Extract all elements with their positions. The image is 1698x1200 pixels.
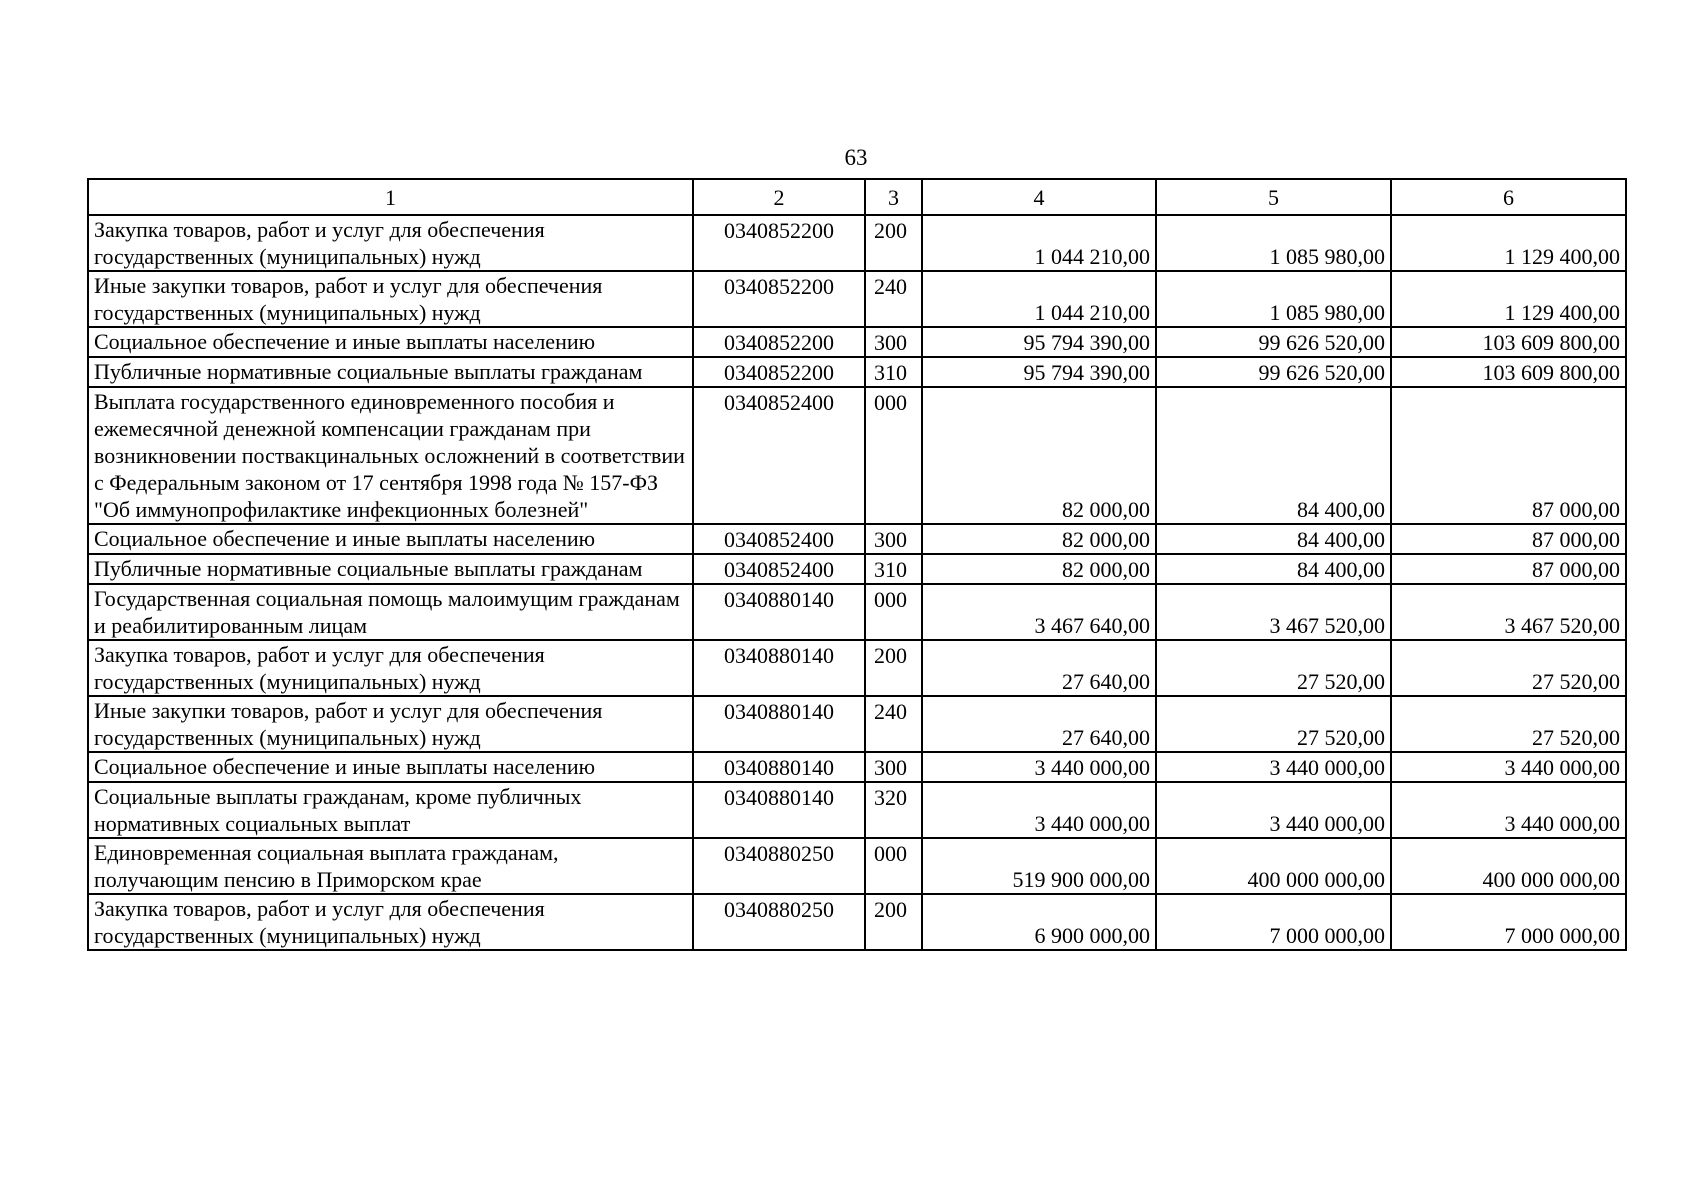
row-value-col4: 519 900 000,00 xyxy=(922,838,1156,894)
row-value-col4: 27 640,00 xyxy=(922,696,1156,752)
table-row xyxy=(88,696,1626,752)
column-header: 6 xyxy=(1391,179,1626,215)
row-value-col5: 1 085 980,00 xyxy=(1156,271,1391,327)
row-expense-type: 000 xyxy=(865,387,922,524)
row-name: Единовременная социальная выплата гражданам, получающим пенсию в Приморском крае xyxy=(88,838,693,894)
column-header: 1 xyxy=(88,179,693,215)
table-row xyxy=(88,387,1626,524)
row-value-col6: 3 440 000,00 xyxy=(1391,752,1626,782)
row-value-col4: 82 000,00 xyxy=(922,387,1156,524)
row-value-col6: 400 000 000,00 xyxy=(1391,838,1626,894)
row-name: Государственная социальная помощь малоимущим гражданам и реабилитированным лицам xyxy=(88,584,693,640)
row-expense-type: 200 xyxy=(865,215,922,271)
row-value-col5: 7 000 000,00 xyxy=(1156,894,1391,950)
row-expense-type: 240 xyxy=(865,696,922,752)
row-value-col4: 6 900 000,00 xyxy=(922,894,1156,950)
row-code: 0340880250 xyxy=(693,838,865,894)
row-value-col4: 1 044 210,00 xyxy=(922,215,1156,271)
row-expense-type: 200 xyxy=(865,894,922,950)
budget-table xyxy=(87,178,1627,951)
row-expense-type: 240 xyxy=(865,271,922,327)
row-value-col5: 84 400,00 xyxy=(1156,524,1391,554)
row-value-col5: 99 626 520,00 xyxy=(1156,357,1391,387)
row-value-col6: 3 467 520,00 xyxy=(1391,584,1626,640)
row-value-col5: 27 520,00 xyxy=(1156,696,1391,752)
column-header: 5 xyxy=(1156,179,1391,215)
table-row xyxy=(88,584,1626,640)
row-value-col5: 3 440 000,00 xyxy=(1156,782,1391,838)
row-code: 0340880140 xyxy=(693,782,865,838)
row-value-col4: 82 000,00 xyxy=(922,524,1156,554)
table-row xyxy=(88,524,1626,554)
row-code: 0340852200 xyxy=(693,357,865,387)
row-value-col6: 87 000,00 xyxy=(1391,387,1626,524)
row-code: 0340852400 xyxy=(693,554,865,584)
row-expense-type: 310 xyxy=(865,357,922,387)
row-value-col4: 27 640,00 xyxy=(922,640,1156,696)
row-value-col6: 103 609 800,00 xyxy=(1391,327,1626,357)
table-body xyxy=(88,215,1626,950)
row-name: Выплата государственного единовременного пособия и ежемесячной денежной компенсации гражданам при возникновении поствакцинальных осложнений в соответствии с Федеральным законом от 17 сентября 1998 года № 157-ФЗ "Об иммунопрофилактике инфекционных болезней" xyxy=(88,387,693,524)
row-expense-type: 000 xyxy=(865,584,922,640)
header-row xyxy=(88,179,1626,215)
row-expense-type: 200 xyxy=(865,640,922,696)
column-header: 4 xyxy=(922,179,1156,215)
page-number: 63 xyxy=(844,145,868,170)
row-value-col4: 3 440 000,00 xyxy=(922,782,1156,838)
row-expense-type: 300 xyxy=(865,752,922,782)
row-value-col5: 400 000 000,00 xyxy=(1156,838,1391,894)
column-header: 2 xyxy=(693,179,865,215)
row-value-col6: 1 129 400,00 xyxy=(1391,271,1626,327)
row-value-col6: 3 440 000,00 xyxy=(1391,782,1626,838)
table-row xyxy=(88,782,1626,838)
row-name: Социальные выплаты гражданам, кроме публичных нормативных социальных выплат xyxy=(88,782,693,838)
row-value-col4: 3 467 640,00 xyxy=(922,584,1156,640)
row-expense-type: 310 xyxy=(865,554,922,584)
row-value-col4: 3 440 000,00 xyxy=(922,752,1156,782)
row-value-col5: 3 440 000,00 xyxy=(1156,752,1391,782)
row-name: Закупка товаров, работ и услуг для обеспечения государственных (муниципальных) нужд xyxy=(88,215,693,271)
row-name: Социальное обеспечение и иные выплаты населению xyxy=(88,752,693,782)
row-code: 0340852400 xyxy=(693,524,865,554)
table-row xyxy=(88,838,1626,894)
row-expense-type: 300 xyxy=(865,524,922,554)
row-value-col5: 3 467 520,00 xyxy=(1156,584,1391,640)
table-row xyxy=(88,894,1626,950)
row-value-col4: 1 044 210,00 xyxy=(922,271,1156,327)
row-code: 0340852200 xyxy=(693,215,865,271)
row-value-col5: 27 520,00 xyxy=(1156,640,1391,696)
row-code: 0340880250 xyxy=(693,894,865,950)
table-row xyxy=(88,327,1626,357)
row-name: Закупка товаров, работ и услуг для обеспечения государственных (муниципальных) нужд xyxy=(88,640,693,696)
row-value-col6: 87 000,00 xyxy=(1391,554,1626,584)
table-row xyxy=(88,357,1626,387)
row-name: Социальное обеспечение и иные выплаты населению xyxy=(88,524,693,554)
table-row xyxy=(88,752,1626,782)
row-expense-type: 000 xyxy=(865,838,922,894)
row-code: 0340852200 xyxy=(693,271,865,327)
row-code: 0340880140 xyxy=(693,640,865,696)
row-value-col6: 1 129 400,00 xyxy=(1391,215,1626,271)
row-value-col6: 87 000,00 xyxy=(1391,524,1626,554)
row-value-col6: 7 000 000,00 xyxy=(1391,894,1626,950)
table-row xyxy=(88,554,1626,584)
row-value-col4: 95 794 390,00 xyxy=(922,327,1156,357)
row-value-col5: 1 085 980,00 xyxy=(1156,215,1391,271)
row-code: 0340880140 xyxy=(693,584,865,640)
row-value-col4: 82 000,00 xyxy=(922,554,1156,584)
row-value-col6: 103 609 800,00 xyxy=(1391,357,1626,387)
row-name: Социальное обеспечение и иные выплаты населению xyxy=(88,327,693,357)
row-value-col5: 84 400,00 xyxy=(1156,554,1391,584)
row-value-col5: 84 400,00 xyxy=(1156,387,1391,524)
row-value-col6: 27 520,00 xyxy=(1391,640,1626,696)
row-code: 0340880140 xyxy=(693,752,865,782)
table-row xyxy=(88,215,1626,271)
row-name: Публичные нормативные социальные выплаты гражданам xyxy=(88,554,693,584)
row-name: Публичные нормативные социальные выплаты гражданам xyxy=(88,357,693,387)
column-header: 3 xyxy=(865,179,922,215)
row-expense-type: 300 xyxy=(865,327,922,357)
row-code: 0340880140 xyxy=(693,696,865,752)
row-name: Иные закупки товаров, работ и услуг для обеспечения государственных (муниципальных) нужд xyxy=(88,696,693,752)
table-row xyxy=(88,640,1626,696)
row-expense-type: 320 xyxy=(865,782,922,838)
row-value-col6: 27 520,00 xyxy=(1391,696,1626,752)
row-value-col4: 95 794 390,00 xyxy=(922,357,1156,387)
row-value-col5: 99 626 520,00 xyxy=(1156,327,1391,357)
row-code: 0340852400 xyxy=(693,387,865,524)
row-code: 0340852200 xyxy=(693,327,865,357)
row-name: Иные закупки товаров, работ и услуг для обеспечения государственных (муниципальных) нужд xyxy=(88,271,693,327)
row-name: Закупка товаров, работ и услуг для обеспечения государственных (муниципальных) нужд xyxy=(88,894,693,950)
table-row xyxy=(88,271,1626,327)
